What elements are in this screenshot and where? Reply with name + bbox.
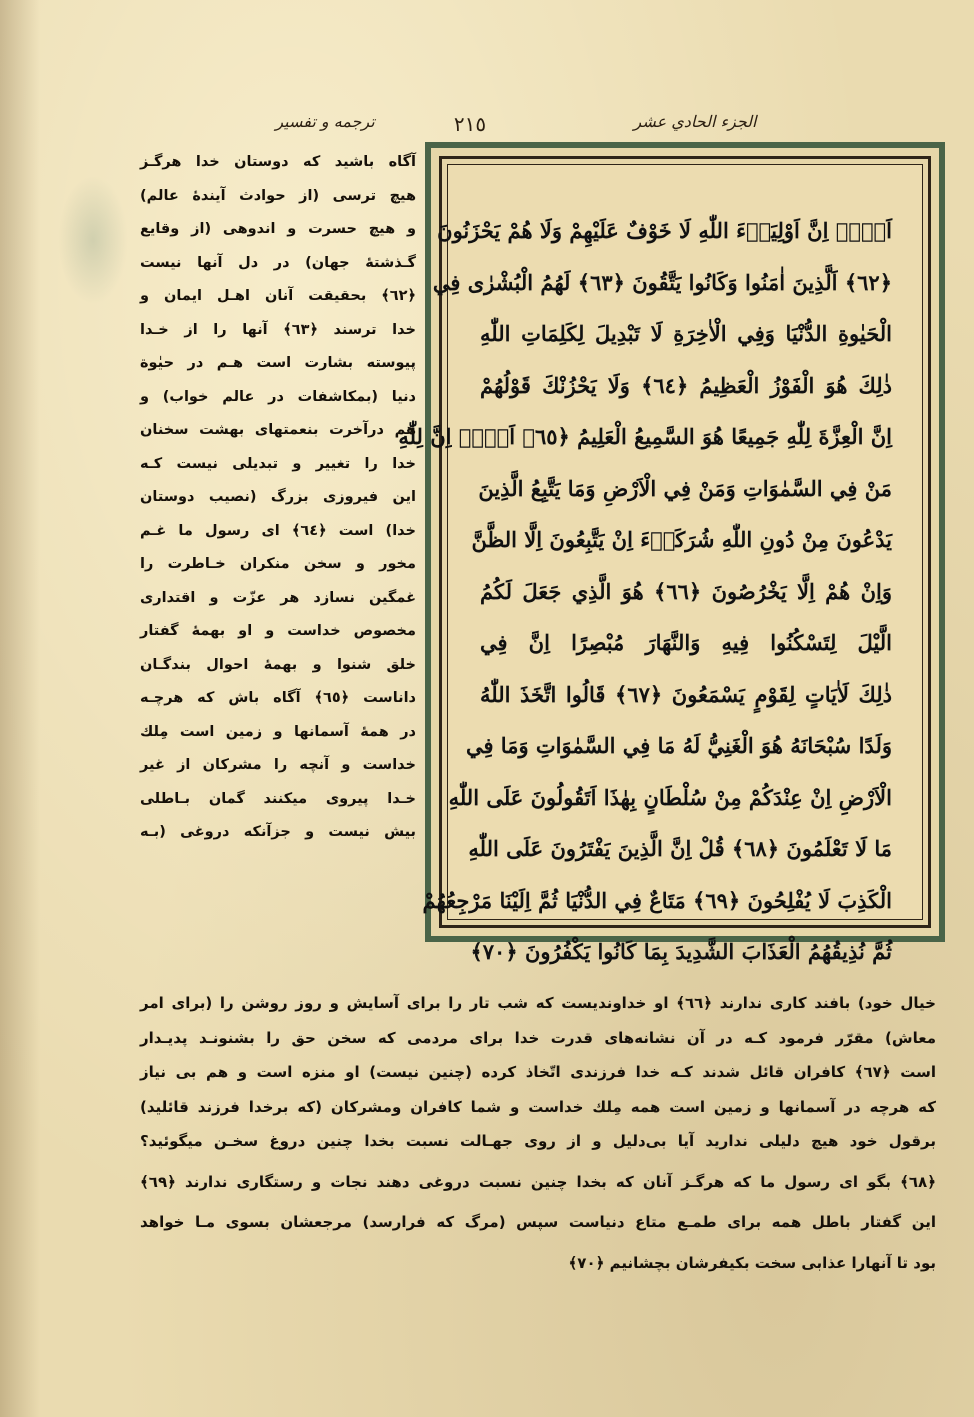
translation-line: ﴿٦٢﴾ بحقیقت آنان اهـل ایمان و <box>140 288 416 304</box>
arabic-line: وَلَدًا سُبْحَانَهُ هُوَ الْغَنِيُّ لَهُ مَا فِي السَّمٰوَاتِ وَمَا فِي <box>465 733 892 758</box>
arabic-line: الْكَذِبَ لَا يُفْلِحُونَ ﴿٦٩﴾ مَتَاعٌ فِي الدُّنْيَا ثُمَّ اِلَيْنَا مَرْجِعُهُمْ <box>422 887 892 913</box>
page-gutter-shadow <box>0 0 40 1417</box>
translation-line: هیچ ترسی (از حوادث آیندهٔ عالم) <box>140 187 416 204</box>
arabic-line: ثُمَّ نُذِيقُهُمُ الْعَذَابَ الشَّدِيدَ بِمَا كَانُوا يَكْفُرُونَ ﴿٧٠﴾ <box>470 939 892 964</box>
translation-line: پیوسته بشارت است هـم در حیٰوة <box>140 355 416 371</box>
header-juz-title: الجزء الحادي عشر <box>633 112 757 131</box>
translation-line: بیش نیست و جزآنکه دروغی (بـه <box>140 824 416 840</box>
arabic-line: ذٰلِكَ لَاٰيَاتٍ لِقَوْمٍ يَسْمَعُونَ ﴿٦٧﴾ قَالُوا اتَّخَذَ اللّٰهُ <box>480 681 892 707</box>
translation-line: هم درآخرت بنعمتهای بهشت سخنان <box>140 422 416 438</box>
translation-line: آگاه باشید که دوستان خدا هرگـز <box>140 154 416 170</box>
arabic-line: الْاَرْضِ اِنْ عِنْدَكُمْ مِنْ سُلْطَانٍ بِهٰذَا اَتَقُولُونَ عَلَى اللّٰهِ <box>448 784 892 810</box>
translation-line: مخصوص خداست و او بهمهٔ گفتار <box>140 623 416 639</box>
side-translation-column <box>140 146 416 850</box>
arabic-line: ذٰلِكَ هُوَ الْفَوْزُ الْعَظِيمُ ﴿٦٤﴾ وَلَا يَحْزُنْكَ قَوْلُهُمْ <box>480 372 892 398</box>
arabic-line: اَلَاۤ اِنَّ اَوْلِيَاۤءَ اللّٰهِ لَا خَوْفٌ عَلَيْهِمْ وَلَا هُمْ يَحْزَنُونَ <box>437 218 892 243</box>
translation-line: است ﴿٦٧﴾ کافران قائل شدند کـه خدا فرزندی اتّخاذ کرده (چنین نیست) او منزه است و هم بی نیاز <box>140 1063 936 1081</box>
translation-line: خداست و آنچه را مشرکان از غیر <box>140 757 416 773</box>
bottom-translation-block <box>140 986 936 1280</box>
translation-line: در همهٔ آسمانها و زمین است مِلك <box>140 723 416 740</box>
translation-line: دنیا (بمکاشفات در عالم خواب) و <box>140 388 416 405</box>
arabic-line: اِنَّ الْعِزَّةَ لِلّٰهِ جَمِيعًا هُوَ السَّمِيعُ الْعَلِيمُ ﴿٦٥﴾ اَلَاۤ اِنَّ لِلّٰهِ <box>398 424 892 449</box>
translation-line: خدا را تغییر و تبدیلی نیست کـه <box>140 455 416 472</box>
translation-line: مخور و سخن منکران خـاطرت را <box>140 556 416 572</box>
page-number: ٢١٥ <box>453 112 487 136</box>
translation-line: غمگین نسازد هر عزّت و اقتداری <box>140 589 416 606</box>
header-translation-title: ترجمه و تفسیر <box>275 112 375 131</box>
frame-text-panel <box>398 164 923 964</box>
arabic-line: مَنْ فِي السَّمٰوَاتِ وَمَنْ فِي الْاَرْضِ وَمَا يَتَّبِعُ الَّذِينَ <box>478 475 892 501</box>
translation-line: برقول خود هیچ دلیلی ندارید آیا بی‌دلیل و از روی جهـالت نسبت بخدا چنین دروغ سخـن میگوئید؟ <box>140 1132 936 1150</box>
translation-line: این فیروزی بزرگ (نصیب دوستان <box>140 489 416 505</box>
translation-line: خدا) است ﴿٦٤﴾ ای رسول ما غـم <box>140 522 416 539</box>
translation-line: معاش) مقرّر فرمود کـه در آن نشانه‌های قدرت خدا برای مردمی که سخن حق را بشنونـد پدیـدار <box>140 1028 936 1047</box>
arabic-verses <box>398 205 892 964</box>
translation-line: خیال خود) بافند کاری ندارند ﴿٦٦﴾ او خداوندیست که شب تار را برای آسایش و روز روشن را (برای امر <box>140 994 936 1012</box>
translation-line: گـذشتهٔ جهان) در دل آنها نیست <box>140 254 416 271</box>
margin-medallion-ornament <box>58 175 128 305</box>
arabic-line: مَا لَا تَعْلَمُونَ ﴿٦٨﴾ قُلْ اِنَّ الَّذِينَ يَفْتَرُونَ عَلَى اللّٰهِ <box>468 836 892 861</box>
translation-line: داناست ﴿٦٥﴾ آگاه باش که هرچـه <box>140 690 416 706</box>
translation-line: خلق شنوا و بهمهٔ احوال بندگـان <box>140 656 416 673</box>
arabic-line: ﴿٦٢﴾ اَلَّذِينَ اٰمَنُوا وَكَانُوا يَتَّقُونَ ﴿٦٣﴾ لَهُمُ الْبُشْرٰى فِي <box>432 269 892 295</box>
translation-line: و هیچ حسرت و اندوهی (از وقایع <box>140 221 416 237</box>
arabic-line: الَّيْلَ لِتَسْكُنُوا فِيهِ وَالنَّهَارَ مُبْصِرًا اِنَّ فِي <box>480 630 892 655</box>
translation-line: بود تا آنهارا عذابی سخت بکیفرشان بچشانیم ﴿٧٠﴾ <box>568 1253 936 1272</box>
quran-text-frame <box>398 142 945 964</box>
translation-line: خدا ترسند ﴿٦٣﴾ آنها را از خـدا <box>140 321 416 338</box>
translation-line: ﴿٦٨﴾ بگو ای رسول ما که هرگـز آنان که بخدا چنین نسبت دروغی دهند نجات و رستگاری ندارند ﴿٦٩﴾ <box>140 1172 936 1191</box>
arabic-line: وَاِنْ هُمْ اِلَّا يَخْرُصُونَ ﴿٦٦﴾ هُوَ الَّذِي جَعَلَ لَكُمُ <box>480 578 892 604</box>
translation-line: که هرچه در آسمانها و زمین است همه مِلك خداست و شما کافران ومشرکان (که برخدا فرزند قائلید) <box>140 1097 936 1116</box>
translation-line: این گفتار باطل همه برای طمـع متاع دنیاست سپس (مرگ که فرارسد) مرجعشان بسوی مـا خواهد <box>140 1213 936 1231</box>
translation-line: خـدا پیروی میکنند گمان بـاطلی <box>140 790 416 807</box>
arabic-line: الْحَيٰوةِ الدُّنْيَا وَفِي الْاٰخِرَةِ لَا تَبْدِيلَ لِكَلِمَاتِ اللّٰهِ <box>480 321 892 346</box>
arabic-line: يَدْعُونَ مِنْ دُونِ اللّٰهِ شُرَكَاۤءَ اِنْ يَتَّبِعُونَ اِلَّا الظَّنَّ <box>471 527 892 552</box>
